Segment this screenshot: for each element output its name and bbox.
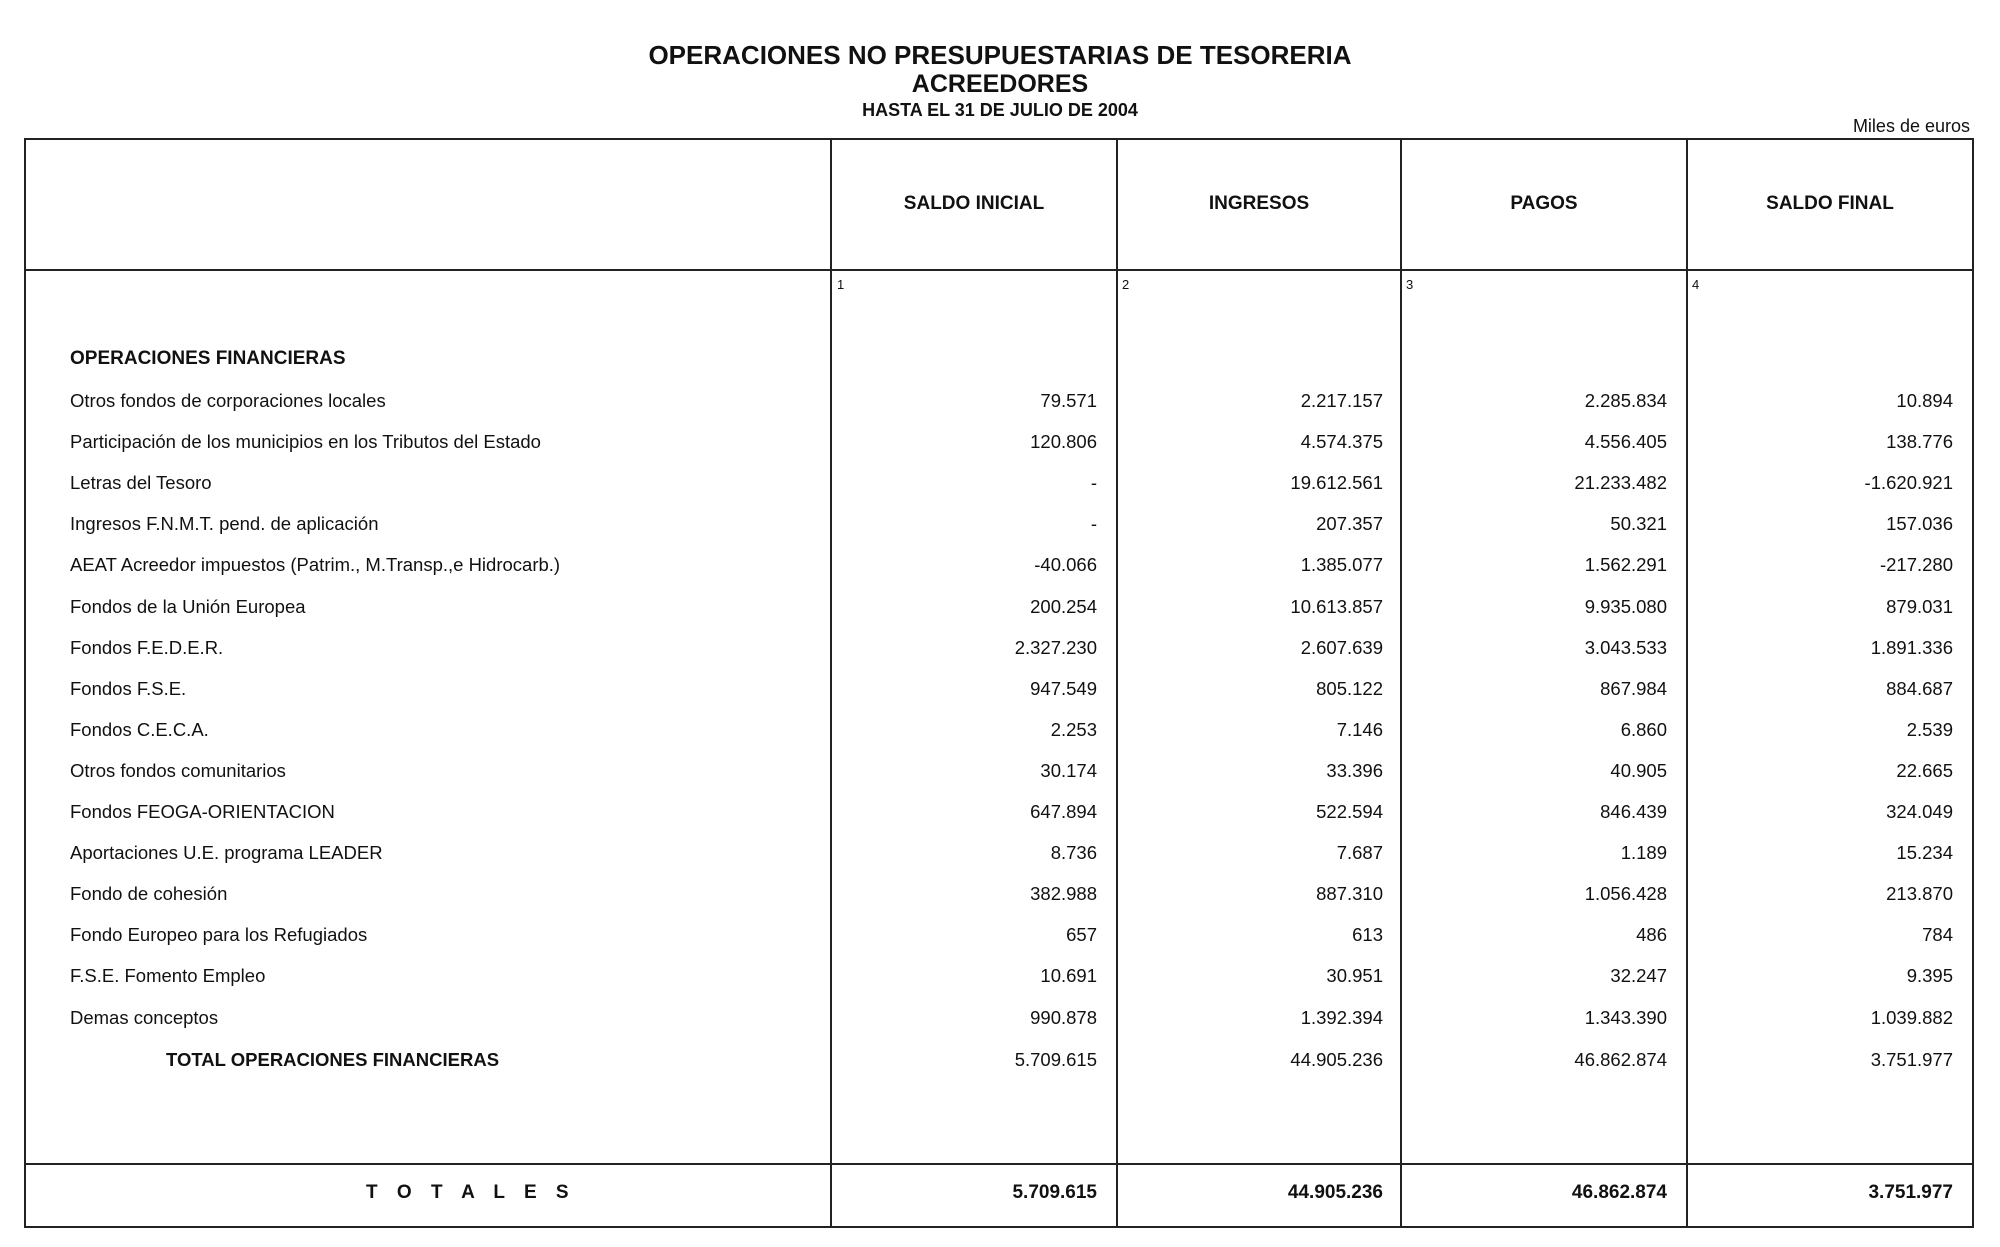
row-value: 30.174 — [1040, 760, 1097, 781]
grand-total-value: 44.905.236 — [1287, 1182, 1383, 1203]
row-value: 2.327.230 — [1014, 637, 1097, 658]
row-value: 50.321 — [1610, 513, 1667, 534]
row-label: Fondo Europeo para los Refugiados — [70, 924, 368, 945]
row-value: 947.549 — [1030, 678, 1097, 699]
row-value: 522.594 — [1316, 801, 1383, 822]
header-divider — [24, 269, 1974, 271]
total-label: TOTAL OPERACIONES FINANCIERAS — [166, 1049, 500, 1070]
row-value: 207.357 — [1316, 513, 1383, 534]
row-value: 879.031 — [1886, 596, 1953, 617]
row-value: 79.571 — [1040, 390, 1097, 411]
row-value: 2.217.157 — [1300, 390, 1383, 411]
row-value: 382.988 — [1030, 883, 1097, 904]
column-number: 2 — [1122, 277, 1130, 292]
row-label: Fondos F.S.E. — [70, 678, 187, 699]
row-label: F.S.E. Fomento Empleo — [70, 965, 266, 986]
row-value: 1.891.336 — [1870, 637, 1953, 658]
row-value: 2.607.639 — [1300, 637, 1383, 658]
row-value: 10.691 — [1040, 965, 1097, 986]
row-label: Fondos C.E.C.A. — [70, 719, 209, 740]
grand-total-value: 5.709.615 — [1012, 1182, 1097, 1203]
column-number: 1 — [837, 277, 845, 292]
row-label: Fondos F.E.D.E.R. — [70, 637, 224, 658]
row-value: 33.396 — [1326, 760, 1383, 781]
table-row — [0, 596, 2000, 626]
column-header-pagos: PAGOS — [1510, 193, 1578, 214]
grand-total-value: 46.862.874 — [1571, 1182, 1667, 1203]
row-value: -1.620.921 — [1864, 472, 1953, 493]
row-label: Ingresos F.N.M.T. pend. de aplicación — [70, 513, 379, 534]
row-value: 887.310 — [1316, 883, 1383, 904]
row-value: 120.806 — [1030, 431, 1097, 452]
table-row — [0, 472, 2000, 502]
row-value: -217.280 — [1879, 554, 1953, 575]
row-value: 4.574.375 — [1300, 431, 1383, 452]
row-value: 4.556.405 — [1584, 431, 1667, 452]
row-label: Otros fondos de corporaciones locales — [70, 390, 386, 411]
column-number: 3 — [1406, 277, 1414, 292]
table-row — [0, 554, 2000, 584]
table-row — [0, 924, 2000, 954]
row-label: Fondo de cohesión — [70, 883, 228, 904]
table-row — [0, 390, 2000, 420]
row-value: 22.665 — [1896, 760, 1953, 781]
total-value: 44.905.236 — [1290, 1049, 1383, 1070]
row-label: Otros fondos comunitarios — [70, 760, 286, 781]
row-value: 40.905 — [1610, 760, 1667, 781]
row-value: 613 — [1352, 924, 1383, 945]
row-value: 7.687 — [1336, 842, 1383, 863]
table-row — [0, 801, 2000, 831]
total-value: 3.751.977 — [1870, 1049, 1953, 1070]
report-title: OPERACIONES NO PRESUPUESTARIAS DE TESORERIA — [648, 40, 1352, 70]
row-value: 1.385.077 — [1300, 554, 1383, 575]
table-row — [0, 842, 2000, 872]
row-value: 6.860 — [1620, 719, 1667, 740]
row-value: 32.247 — [1610, 965, 1667, 986]
row-value: 846.439 — [1600, 801, 1667, 822]
row-value: 1.392.394 — [1300, 1007, 1383, 1028]
row-value: 7.146 — [1336, 719, 1383, 740]
row-label: AEAT Acreedor impuestos (Patrim., M.Transp.,e Hidrocarb.) — [70, 554, 561, 575]
row-value: - — [1090, 472, 1097, 493]
row-value: 867.984 — [1600, 678, 1667, 699]
totals-divider — [24, 1163, 1974, 1165]
grand-total-label: T O T A L E S — [366, 1182, 576, 1203]
column-header-ingresos: INGRESOS — [1208, 193, 1310, 214]
row-label: Fondos FEOGA-ORIENTACION — [70, 801, 335, 822]
row-label: Demas conceptos — [70, 1007, 219, 1028]
column-header-saldo-final: SALDO FINAL — [1766, 193, 1894, 214]
row-value: 10.613.857 — [1290, 596, 1383, 617]
row-value: 486 — [1636, 924, 1667, 945]
row-value: 1.056.428 — [1584, 883, 1667, 904]
table-row — [0, 431, 2000, 461]
row-value: 784 — [1922, 924, 1953, 945]
row-label: Letras del Tesoro — [70, 472, 212, 493]
row-value: -40.066 — [1034, 554, 1097, 575]
unit-label: Miles de euros — [1852, 116, 1970, 136]
row-value: 884.687 — [1886, 678, 1953, 699]
row-value: 805.122 — [1316, 678, 1383, 699]
row-value: 138.776 — [1886, 431, 1953, 452]
row-value: 1.562.291 — [1584, 554, 1667, 575]
section-title: OPERACIONES FINANCIERAS — [70, 348, 346, 369]
row-label: Participación de los municipios en los Tributos del Estado — [70, 431, 541, 452]
row-label: Fondos de la Unión Europea — [70, 596, 306, 617]
report-subtitle: ACREEDORES — [911, 70, 1089, 98]
table-row — [0, 719, 2000, 749]
row-value: 213.870 — [1886, 883, 1953, 904]
row-value: 9.395 — [1906, 965, 1953, 986]
row-value: 324.049 — [1886, 801, 1953, 822]
row-value: 10.894 — [1896, 390, 1953, 411]
row-value: 3.043.533 — [1584, 637, 1667, 658]
total-value: 46.862.874 — [1574, 1049, 1667, 1070]
row-label: Aportaciones U.E. programa LEADER — [70, 842, 383, 863]
row-value: - — [1090, 513, 1097, 534]
row-value: 2.539 — [1906, 719, 1953, 740]
table-row — [0, 965, 2000, 995]
row-value: 647.894 — [1030, 801, 1097, 822]
row-value: 21.233.482 — [1574, 472, 1667, 493]
row-value: 1.343.390 — [1584, 1007, 1667, 1028]
row-value: 30.951 — [1326, 965, 1383, 986]
total-row — [0, 1049, 2000, 1079]
row-value: 8.736 — [1050, 842, 1097, 863]
row-value: 157.036 — [1886, 513, 1953, 534]
row-value: 2.285.834 — [1584, 390, 1667, 411]
table-row — [0, 1007, 2000, 1037]
row-value: 200.254 — [1030, 596, 1097, 617]
row-value: 1.189 — [1620, 842, 1667, 863]
row-value: 1.039.882 — [1870, 1007, 1953, 1028]
table-row — [0, 513, 2000, 543]
total-value: 5.709.615 — [1014, 1049, 1097, 1070]
report-period: HASTA EL 31 DE JULIO DE 2004 — [862, 100, 1138, 120]
grand-total-value: 3.751.977 — [1868, 1182, 1953, 1203]
row-value: 657 — [1066, 924, 1097, 945]
row-value: 9.935.080 — [1584, 596, 1667, 617]
table-row — [0, 637, 2000, 667]
row-value: 2.253 — [1050, 719, 1097, 740]
row-value: 15.234 — [1896, 842, 1953, 863]
table-row — [0, 760, 2000, 790]
row-value: 19.612.561 — [1290, 472, 1383, 493]
table-row — [0, 883, 2000, 913]
row-value: 990.878 — [1030, 1007, 1097, 1028]
table-row — [0, 678, 2000, 708]
column-number: 4 — [1692, 277, 1700, 292]
column-header-saldo-inicial: SALDO INICIAL — [903, 193, 1045, 214]
